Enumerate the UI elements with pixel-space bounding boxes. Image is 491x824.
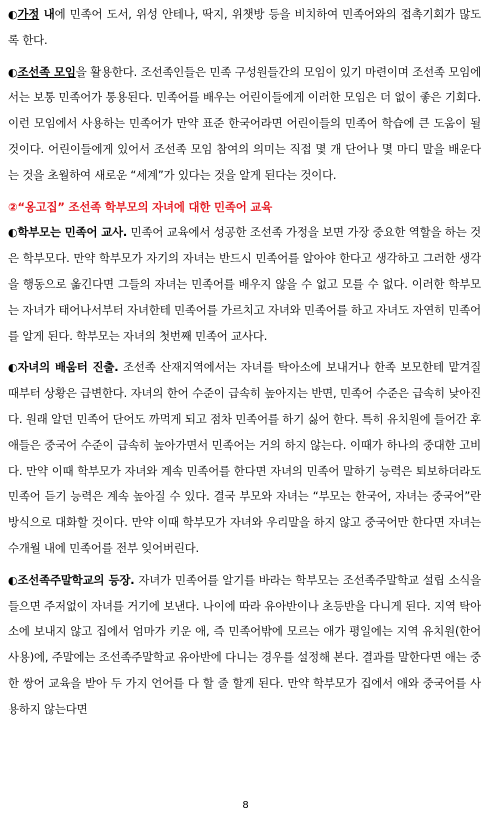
half-circle-bullet-icon: ◐ (8, 8, 18, 21)
paragraph-body: 자녀가 민족어를 알기를 바라는 학부모는 조선족주말학교 설립 소식을 들으면 주저없이 자녀를 거기에 보낸다. 나이에 따라 유아반이나 초등반을 다니게 된다. 지역 탁아소에 보내지 않고 집에서 엄마가 키운 애, 즉 민족어밖에 모르는 애가 평일에는 지역 유치원(한어 사용)에, 주말에는 조선족주말학교 유아반에 다니는 경우를 설정해 본다. 결과를 말한다면 애는 중한 쌍어 교육을 받아 두 가지 언어를 다 할 줄 할게 된다. 만약 학부모가 집에서 애와 중국어를 사용하지 않는다면 (8, 572, 481, 716)
paragraph-school-entry (8, 355, 481, 561)
half-circle-bullet-icon: ◐ (8, 361, 18, 375)
document-page (8, 2, 481, 729)
paragraph-body: 에 민족어 도서, 위성 안테나, 딱지, 위챗방 등을 비치하여 민족어와의 접촉기회가 많도록 한다. (8, 7, 481, 47)
paragraph-community-gathering (8, 60, 481, 189)
paragraph-home-environment (8, 2, 481, 54)
paragraph-lead: 가정 (17, 7, 40, 21)
paragraph-lead: 학부모는 민족어 교사. (17, 225, 128, 240)
paragraph-parent-teacher (8, 220, 481, 349)
paragraph-body: 조선족 산재지역에서는 자녀를 탁아소에 보내거나 한족 보모한테 맡겨질 때부터 상황은 급변한다. 자녀의 한어 수준이 급속히 높아지는 반면, 민족어 수준은 급속히 낮아진다. 원래 알던 민족어 단어도 까먹게 되고 점차 민족어를 하기 싫어 한다. 특히 유치원에 들어간 후 애들은 중국어 수준이 급속히 높아가면서 민족어는 거의 하지 않는다. 이때가 하나의 중대한 고비다. 만약 이때 학부모가 자녀와 계속 민족어를 한다면 자녀의 민족어 말하기 능력은 퇴보하더라도 민족어 듣기 능력은 계속 높아질 수 있다. 결국 부모와 자녀는 “부모는 한국어, 자녀는 중국어”란 방식으로 대화할 것이다. 만약 이때 학부모가 자녀와 우리말을 하지 않고 중국어만 한다면 자녀는 수개월 내에 민족어를 전부 잊어버린다. (8, 360, 481, 555)
paragraph-weekend-school (8, 568, 481, 723)
paragraph-body: 민족어 교육에서 성공한 조선족 가정을 보면 가장 중요한 역할을 하는 것은 학부모다. 만약 학부모가 자기의 자녀는 반드시 민족어를 알아야 한다고 생각하고 그러한 생각을 행동으로 옮긴다면 그들의 자녀는 민족어를 배우지 않을 수 없고 모를 수 없다. 이러한 학부모는 자녀가 태어나서부터 자녀한테 민족어를 가르치고 자녀와 민족어를 하고 자녀도 자연히 민족어를 알게 된다. 학부모는 자녀의 첫번째 민족어 교사다. (8, 225, 481, 343)
paragraph-lead: 조선족 모임 (17, 64, 76, 79)
paragraph-lead-rest: 내 (39, 7, 55, 21)
paragraph-body: 을 활용한다. 조선족인들은 민족 구성원들간의 모임이 있기 마련이며 조선족 모임에서는 보통 민족어가 통용된다. 민족어를 배우는 어린이들에게 이러한 모임은 더 없이 좋은 기회다. 이런 모임에서 사용하는 민족어가 만약 표준 한국어라면 어린이들의 민족어 학습에 큰 도움이 될 것이다. 어린이들에게 있어서 조선족 모임 참여의 의미는 직접 몇 개 단어나 몇 마디 말을 배운다는 것을 초월하여 새로운 “세계”가 있다는 것을 알게 된다는 것이다. (8, 64, 481, 182)
half-circle-bullet-icon: ◐ (8, 573, 18, 587)
half-circle-bullet-icon: ◐ (8, 65, 18, 79)
page-number: 8 (242, 800, 249, 811)
section-heading: ②“옹고집” 조선족 학부모의 자녀에 대한 민족어 교육 (8, 199, 273, 214)
paragraph-lead: 자녀의 배움터 진출. (17, 360, 119, 375)
paragraph-lead: 조선족주말학교의 등장. (17, 572, 135, 587)
half-circle-bullet-icon: ◐ (8, 226, 18, 240)
